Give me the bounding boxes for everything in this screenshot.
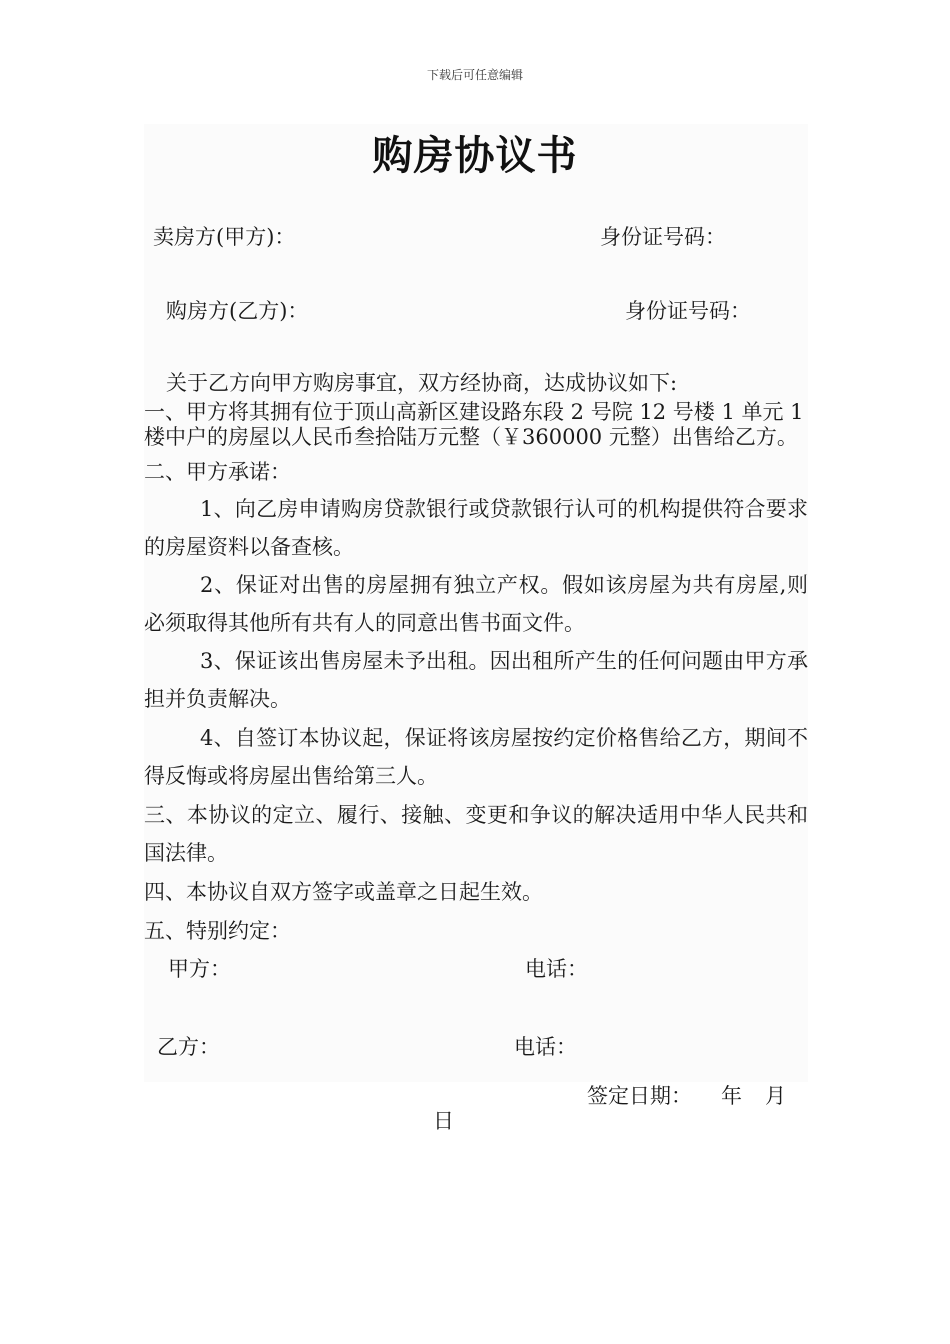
party-a-phone-label: 电话：: [525, 957, 588, 981]
clause-2-heading: 二、甲方承诺：: [144, 460, 291, 484]
party-a-label: 甲方：: [168, 957, 231, 981]
seller-label: 卖房方(甲方)：: [153, 225, 296, 249]
page-title: 购房协议书: [372, 132, 578, 179]
buyer-label: 购房方(乙方)：: [166, 299, 309, 323]
promise-3: 3、保证该出售房屋未予出租。因出租所产生的任何问题由甲方承担并负责解决。: [144, 649, 808, 711]
clause-5: 五、特别约定：: [144, 919, 291, 943]
promise-2: 2、保证对出售的房屋拥有独立产权。假如该房屋为共有房屋,则必须取得其他所有共有人的同意出售书面文件。: [144, 573, 808, 635]
clause-4: 四、本协议自双方签字或盖章之日起生效。: [144, 880, 543, 904]
sign-date-label: 签定日期：: [587, 1084, 692, 1108]
sign-date-month: 月: [765, 1084, 786, 1108]
buyer-id-label: 身份证号码：: [625, 299, 751, 323]
promise-4: 4、自签订本协议起，保证将该房屋按约定价格售给乙方，期间不得反悔或将房屋出售给第三人。: [144, 726, 808, 788]
intro-text: 关于乙方向甲方购房事宜，双方经协商，达成协议如下:: [166, 371, 678, 395]
party-b-label: 乙方：: [157, 1035, 220, 1059]
sign-date-year: 年: [721, 1084, 742, 1108]
seller-id-label: 身份证号码：: [600, 225, 726, 249]
party-b-phone-label: 电话：: [514, 1035, 577, 1059]
clause-1-line-1: 一、甲方将其拥有位于顶山高新区建设路东段 2 号院 12 号楼 1 单元 1: [144, 400, 804, 424]
promise-1: 1、向乙房申请购房贷款银行或贷款银行认可的机构提供符合要求的房屋资料以备查核。: [144, 497, 808, 559]
clause-1-line-2: 楼中户的房屋以人民币叁拾陆万元整（￥360000 元整）出售给乙方。: [144, 425, 798, 449]
clause-3: 三、本协议的定立、履行、接触、变更和争议的解决适用中华人民共和国法律。: [144, 803, 808, 865]
header-note: 下载后可任意编辑: [426, 68, 523, 82]
sign-date-day: 日: [433, 1109, 454, 1133]
